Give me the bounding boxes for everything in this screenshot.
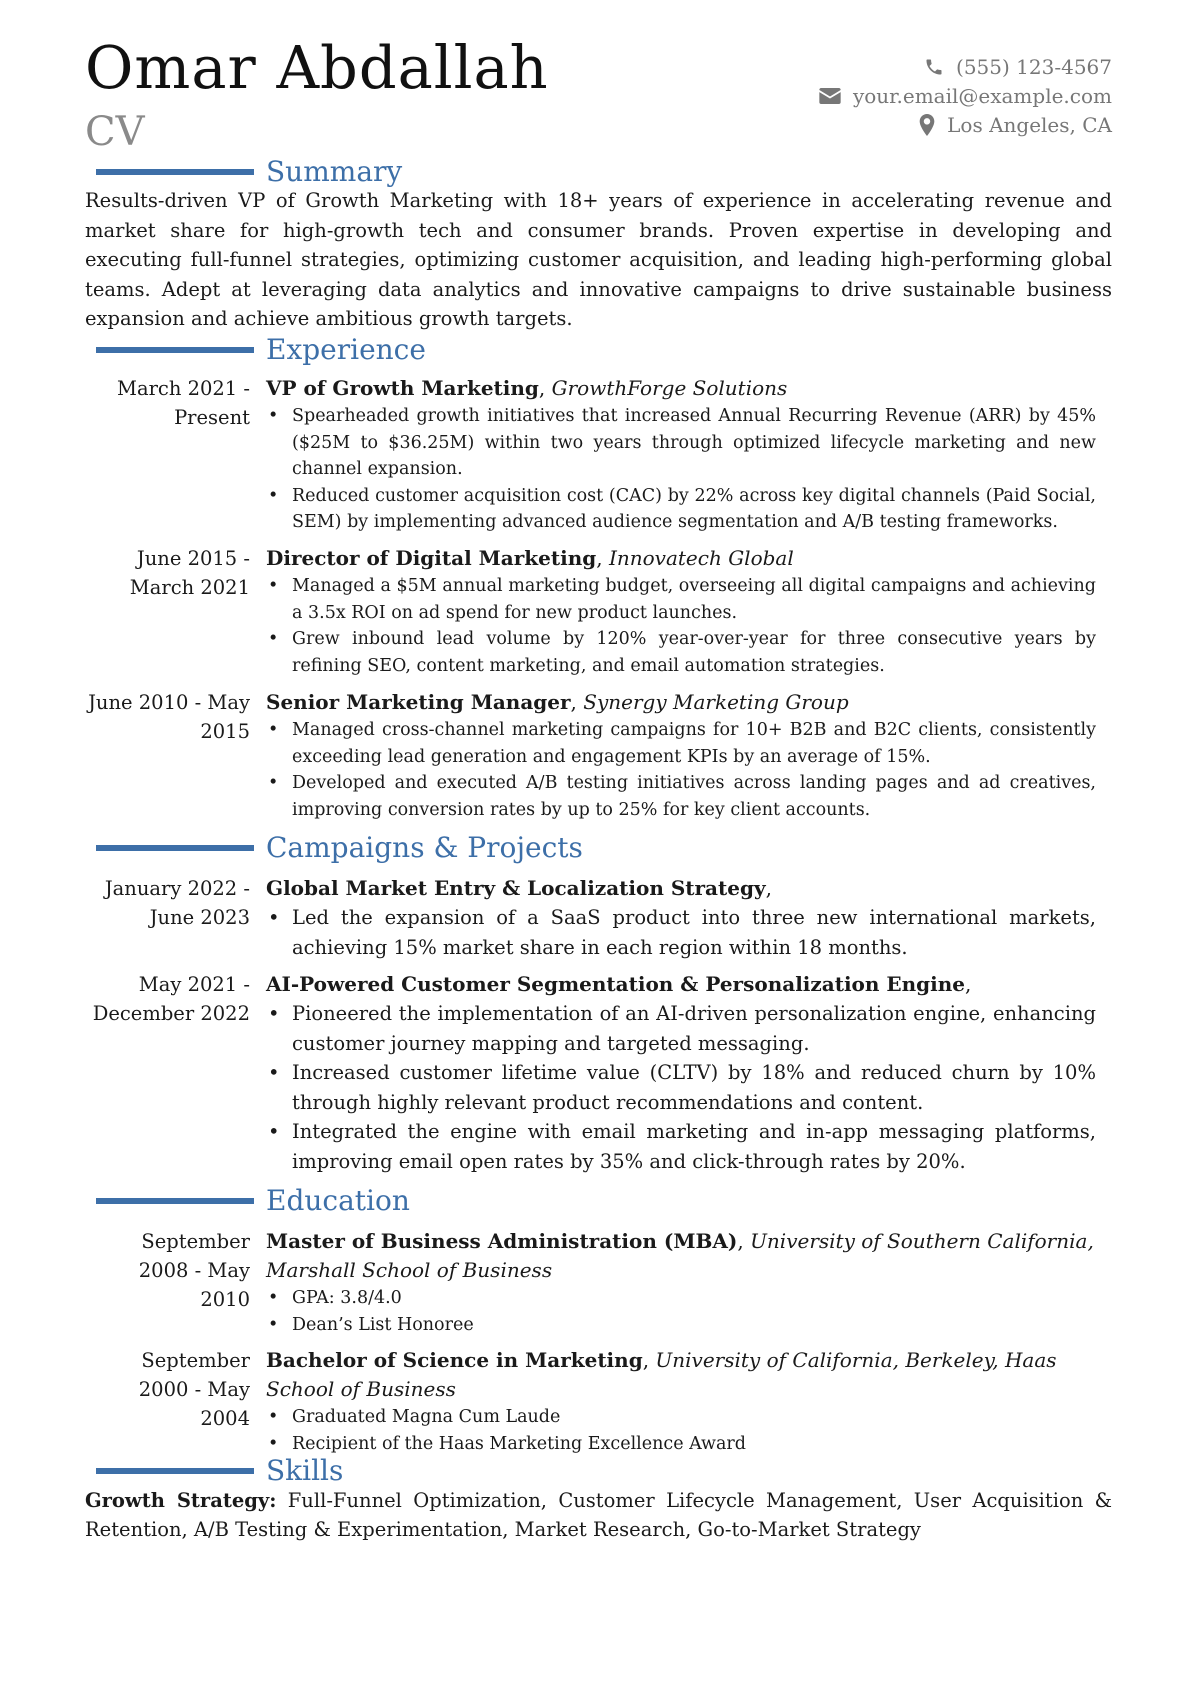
- degree-name: Master of Business Administration (MBA): [266, 1229, 738, 1253]
- section-title-education: Education: [266, 1184, 410, 1217]
- phone-icon: [924, 57, 944, 77]
- entry-date: September 2000 - May 2004: [138, 1349, 250, 1430]
- entry-date: September 2008 - May 2010: [138, 1230, 250, 1311]
- bullet-list: [266, 573, 1096, 679]
- experience-section-header: [0, 333, 1190, 369]
- bullet-list: [266, 999, 1096, 1176]
- list-item: • Graduated Magna Cum Laude: [266, 1404, 1096, 1431]
- bullet-list: [266, 717, 1096, 823]
- entry-title: Senior Marketing Manager, Synergy Marketing Group: [266, 690, 849, 714]
- skills-section-header: [0, 1454, 1190, 1490]
- list-item: • Developed and executed A/B testing initiatives across landing pages and ad creatives, improving conversion rates by up to 25% for key client accounts.: [266, 770, 1096, 823]
- contact-email[interactable]: [692, 81, 1112, 110]
- list-item: • Pioneered the implementation of an AI-driven personalization engine, enhancing customer journey mapping and targeted messaging.: [266, 999, 1096, 1058]
- contact-phone: [692, 52, 1112, 81]
- list-item: • Grew inbound lead volume by 120% year-over-year for three consecutive years by refining SEO, content marketing, and email automation strategies.: [266, 626, 1096, 679]
- entry-title: Master of Business Administration (MBA), University of Southern California, Marshall School of Business: [266, 1229, 1094, 1282]
- entry-date: June 2010 - May 2015: [88, 691, 250, 743]
- contact-location: [692, 110, 1112, 139]
- degree-name: Bachelor of Science in Marketing: [266, 1348, 643, 1372]
- map-pin-icon: [919, 114, 935, 136]
- email-link[interactable]: your.email@example.com: [852, 83, 1112, 108]
- section-accent-bar: [96, 1468, 254, 1474]
- section-accent-bar: [96, 845, 254, 851]
- education-section-header: [0, 1184, 1190, 1220]
- list-item: • Increased customer lifetime value (CLTV) by 18% and reduced churn by 10% through highly relevant product recommendations and content.: [266, 1058, 1096, 1117]
- entry-title: [266, 970, 1096, 999]
- list-item: • Reduced customer acquisition cost (CAC) by 22% across key digital channels (Paid Social, SEM) by implementing advanced audience segmentation and A/B testing frameworks.: [266, 483, 1096, 536]
- list-item: • GPA: 3.8/4.0: [266, 1285, 1096, 1312]
- job-role: Senior Marketing Manager: [266, 690, 571, 714]
- project-title: AI-Powered Customer Segmentation & Personalization Engine: [266, 972, 966, 996]
- section-title-experience: Experience: [266, 333, 426, 366]
- document-subtitle: CV: [85, 109, 145, 155]
- envelope-icon: [819, 88, 841, 104]
- section-title-projects: Campaigns & Projects: [266, 831, 583, 864]
- skills-text: [85, 1486, 1112, 1544]
- job-organization: Innovatech Global: [608, 546, 794, 570]
- list-item: • Spearheaded growth initiatives that increased Annual Recurring Revenue (ARR) by 45% ($25M to $36.25M) within two years through optimized lifecycle marketing and new channel expansion.: [266, 403, 1096, 483]
- list-item: • Managed a $5M annual marketing budget, overseeing all digital campaigns and achieving a 3.5x ROI on ad spend for new product launches.: [266, 573, 1096, 626]
- list-item: • Recipient of the Haas Marketing Excellence Award: [266, 1431, 1096, 1458]
- candidate-name: Omar Abdallah: [85, 33, 549, 102]
- bullet-list: [266, 1285, 1096, 1338]
- job-organization: GrowthForge Solutions: [551, 376, 788, 400]
- job-organization: Synergy Marketing Group: [583, 690, 849, 714]
- entry-date: June 2015 - March 2021: [129, 547, 250, 599]
- entry-title: Bachelor of Science in Marketing, University of California, Berkeley, Haas School of Business: [266, 1348, 1057, 1401]
- school-name: University of California, Berkeley, Haas School of Business: [266, 1348, 1057, 1401]
- contact-block: [692, 52, 1112, 139]
- skills-list: Full-Funnel Optimization, Customer Lifecycle Management, User Acquisition & Retention, A/B Testing & Experimentation, Market Research, Go-to-Market Strategy: [85, 1489, 1112, 1541]
- bullet-list: [266, 1404, 1096, 1457]
- skills-category: Growth Strategy:: [85, 1489, 277, 1512]
- phone-text: (555) 123-4567: [956, 54, 1112, 79]
- title-suffix: ,: [965, 972, 972, 996]
- entry-title: [266, 874, 1096, 903]
- location-text: Los Angeles, CA: [947, 112, 1112, 137]
- section-title-summary: Summary: [266, 155, 403, 188]
- list-item: • Integrated the engine with email marketing and in-app messaging platforms, improving email open rates by 35% and click-through rates by 20%.: [266, 1117, 1096, 1176]
- school-name: University of Southern California, Marshall School of Business: [266, 1229, 1094, 1282]
- project-title: Global Market Entry & Localization Strategy: [266, 876, 766, 900]
- job-role: Director of Digital Marketing: [266, 546, 597, 570]
- list-item: • Managed cross-channel marketing campaigns for 10+ B2B and B2C clients, consistently exceeding lead generation and engagement KPIs by an average of 15%.: [266, 717, 1096, 770]
- bullet-list: [266, 903, 1096, 962]
- list-item: • Led the expansion of a SaaS product into three new international markets, achieving 15% market share in each region within 18 months.: [266, 903, 1096, 962]
- entry-title: VP of Growth Marketing, GrowthForge Solutions: [266, 376, 788, 400]
- bullet-list: [266, 403, 1096, 536]
- job-role: VP of Growth Marketing: [266, 376, 539, 400]
- list-item: • Dean’s List Honoree: [266, 1312, 1096, 1339]
- entry-title: Director of Digital Marketing, Innovatech Global: [266, 546, 794, 570]
- section-title-skills: Skills: [266, 1454, 344, 1487]
- projects-section-header: [0, 831, 1190, 867]
- entry-date: March 2021 - Present: [116, 377, 250, 429]
- entry-date: May 2021 - December 2022: [92, 973, 250, 1025]
- section-accent-bar: [96, 347, 254, 353]
- entry-date: January 2022 - June 2023: [104, 877, 250, 929]
- title-suffix: ,: [765, 876, 772, 900]
- section-accent-bar: [96, 169, 254, 175]
- section-accent-bar: [96, 1198, 254, 1204]
- summary-text: Results-driven VP of Growth Marketing with 18+ years of experience in accelerating revenue and market share for high-growth tech and consumer brands. Proven expertise in developing and executing full-funnel strategies, optimizing customer acquisition, and leading high-performing global teams. Adept at leveraging data analytics and innovative campaigns to drive sustainable business expansion and achieve ambitious growth targets.: [85, 189, 1112, 330]
